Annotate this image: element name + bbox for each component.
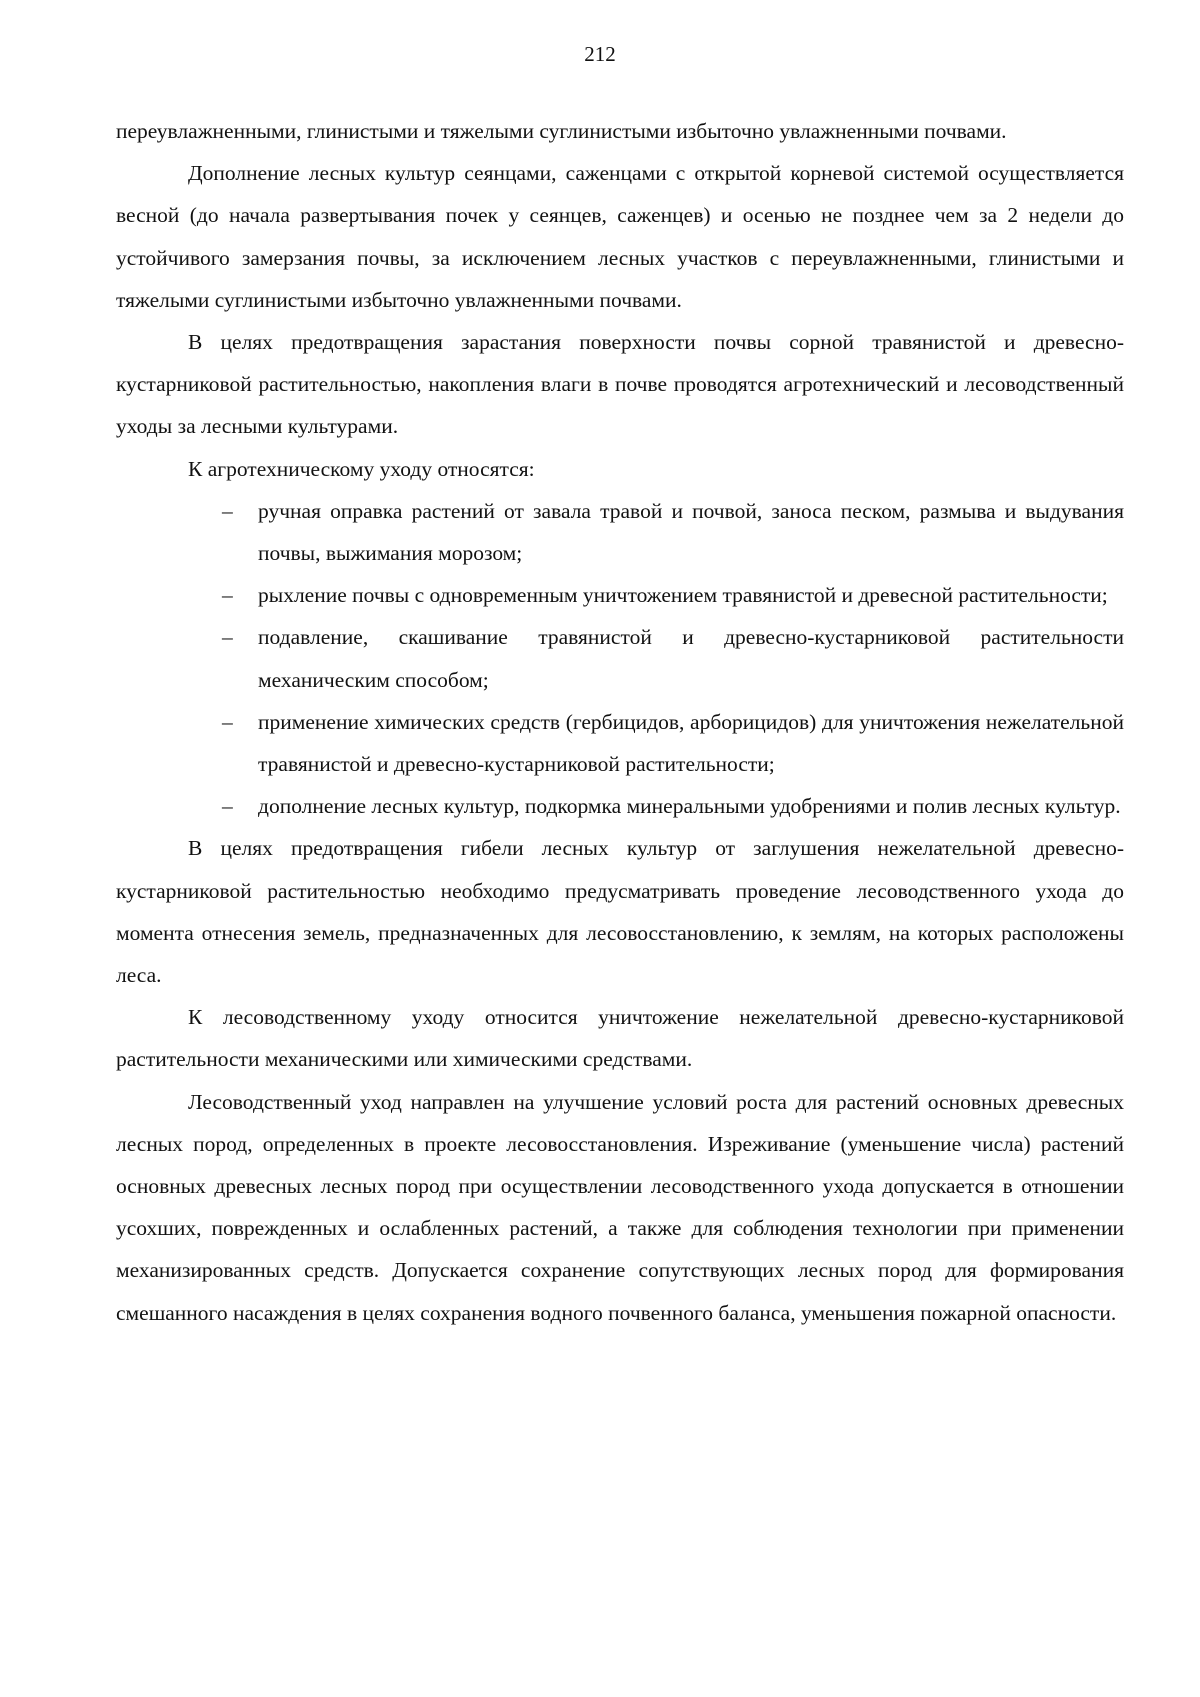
paragraph: Дополнение лесных культур сеянцами, саженцами с открытой корневой системой осуществляется весной (до начала развертывания почек у сеянцев, саженцев) и осенью не позднее чем за 2 недели до устойчивого замерзания почвы, за исключением лесных участков с переувлажненными, глинистыми и тяжелыми суглинистыми избыточно увлажненными почвами. [116,161,1124,312]
paragraph: переувлажненными, глинистыми и тяжелыми суглинистыми избыточно увлажненными почвами. [116,119,1007,143]
page-number: 212 [584,42,616,66]
dash-marker: – [222,709,233,734]
list-item [116,785,1124,827]
paragraph: В целях предотвращения гибели лесных культур от заглушения нежелательной древесно-кустарниковой растительностью необходимо предусматривать проведение лесоводственного ухода до момента отнесения земель, предназначенных для лесовосстановлению, к землям, на которых расположены леса. [116,836,1124,988]
paragraph: В целях предотвращения зарастания поверхности почвы сорной травянистой и древесно-кустарниковой растительностью, накопления влаги в почве проводятся агротехнический и лесоводственный уходы за лесными культурами. [116,330,1124,439]
list-item-text: дополнение лесных культур, подкормка минеральными удобрениями и полив лесных культур. [258,794,1121,819]
list-item-text: применение химических средств (гербицидов, арборицидов) для уничтожения нежелательной травянистой и древесно-кустарниковой растительности; [258,709,1124,777]
dash-marker: – [222,625,233,650]
list-item-text: подавление, скашивание травянистой и древесно-кустарниковой растительности механическим способом; [258,625,1124,692]
paragraph: К лесоводственному уходу относится уничтожение нежелательной древесно-кустарниковой растительности механическими или химическими средствами. [116,1005,1124,1072]
dash-marker: – [222,498,233,523]
dash-marker: – [222,794,233,819]
list-item [116,490,1124,574]
list-item [116,574,1124,616]
list-item [116,616,1124,700]
paragraph: Лесоводственный уход направлен на улучшение условий роста для растений основных древесных лесных пород, определенных в проекте лесовосстановления. Изреживание (уменьшение числа) растений основных древесных лесных пород при осуществлении лесоводственного ухода допускается в отношении усохших, поврежденных и ослабленных растений, а также для соблюдения технологии при применении механизированных средств. Допускается сохранение сопутствующих лесных пород для формирования смешанного насаждения в целях сохранения водного почвенного баланса, уменьшения пожарной опасности. [116,1089,1124,1325]
dash-marker: – [222,583,233,608]
list-intro-paragraph: К агротехническому уходу относятся: [188,456,535,481]
document-body [116,110,1124,1334]
list-item-text: ручная оправка растений от завала травой и почвой, заноса песком, размыва и выдувания почвы, выжимания морозом; [258,498,1124,566]
list-item-text: рыхление почвы с одновременным уничтожением травянистой и древесной растительности; [258,583,1108,608]
agrotechnical-care-list [116,490,1124,828]
list-item [116,701,1124,785]
